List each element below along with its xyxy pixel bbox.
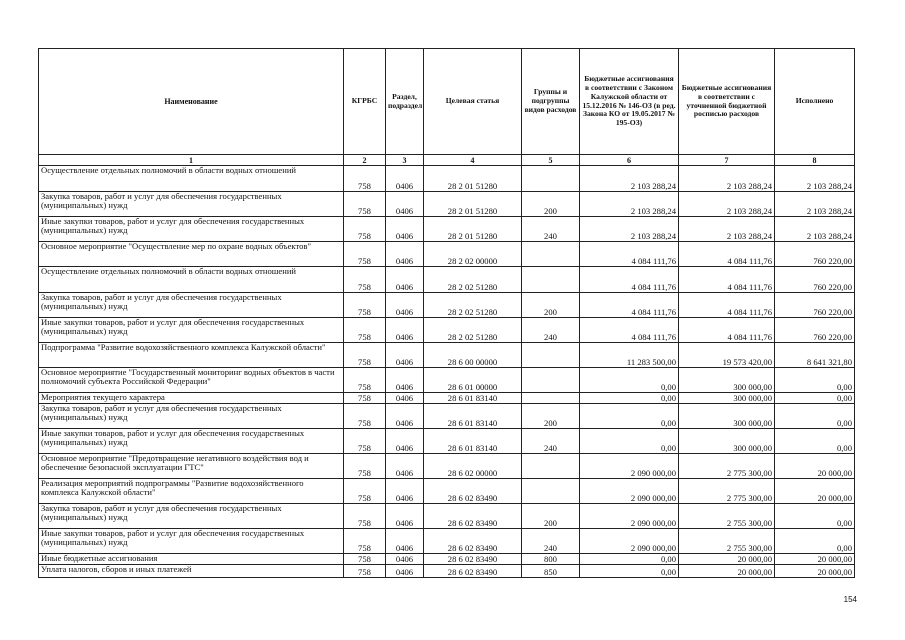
cell-executed: 20 000,00 — [775, 454, 855, 479]
cell-razdel: 0406 — [386, 318, 424, 343]
cell-name: Подпрограмма "Развитие водохозяйственного комплекса Калужской области" — [39, 343, 344, 368]
table-row — [39, 192, 855, 217]
cell-executed: 2 103 288,24 — [775, 166, 855, 192]
cell-executed: 8 641 321,80 — [775, 343, 855, 368]
cell-name: Основное мероприятие "Предотвращение негативного воздействия вод и обеспечение безопасной эксплуатации ГТС" — [39, 454, 344, 479]
cell-razdel: 0406 — [386, 429, 424, 454]
cell-expense-group: 240 — [522, 429, 580, 454]
cell-name: Осуществление отдельных полномочий в области водных отношений — [39, 267, 344, 293]
column-number: 4 — [424, 155, 522, 166]
table-row — [39, 454, 855, 479]
table-row — [39, 343, 855, 368]
cell-executed: 0,00 — [775, 504, 855, 529]
cell-specified-allocation: 20 000,00 — [679, 554, 775, 565]
table-row — [39, 368, 855, 393]
cell-kgrbs: 758 — [344, 529, 386, 554]
cell-kgrbs: 758 — [344, 166, 386, 192]
cell-razdel: 0406 — [386, 217, 424, 242]
cell-expense-group: 850 — [522, 565, 580, 578]
cell-kgrbs: 758 — [344, 242, 386, 267]
cell-executed: 0,00 — [775, 368, 855, 393]
cell-expense-group: 240 — [522, 217, 580, 242]
cell-specified-allocation: 2 775 300,00 — [679, 454, 775, 479]
cell-kgrbs: 758 — [344, 343, 386, 368]
cell-expense-group: 800 — [522, 554, 580, 565]
cell-specified-allocation: 4 084 111,76 — [679, 267, 775, 293]
cell-law-allocation: 2 103 288,24 — [580, 192, 679, 217]
cell-expense-group: 200 — [522, 504, 580, 529]
cell-law-allocation: 4 084 111,76 — [580, 267, 679, 293]
cell-target-article: 28 2 01 51280 — [424, 192, 522, 217]
cell-razdel: 0406 — [386, 393, 424, 404]
cell-kgrbs: 758 — [344, 368, 386, 393]
cell-target-article: 28 2 01 51280 — [424, 217, 522, 242]
cell-expense-group — [522, 242, 580, 267]
table-row — [39, 479, 855, 504]
table-row — [39, 529, 855, 554]
cell-razdel: 0406 — [386, 504, 424, 529]
cell-razdel: 0406 — [386, 192, 424, 217]
cell-name: Иные закупки товаров, работ и услуг для обеспечения государственных (муниципальных) нужд — [39, 318, 344, 343]
table-body — [39, 166, 855, 578]
cell-expense-group: 200 — [522, 192, 580, 217]
header-executed: Исполнено — [775, 49, 855, 155]
cell-name: Основное мероприятие "Государственный мониторинг водных объектов в части полномочий субъекта Российской Федерации" — [39, 368, 344, 393]
cell-name: Уплата налогов, сборов и иных платежей — [39, 565, 344, 578]
cell-specified-allocation: 2 755 300,00 — [679, 529, 775, 554]
cell-executed: 760 220,00 — [775, 242, 855, 267]
cell-executed: 0,00 — [775, 529, 855, 554]
cell-razdel: 0406 — [386, 267, 424, 293]
cell-specified-allocation: 2 775 300,00 — [679, 479, 775, 504]
cell-razdel: 0406 — [386, 554, 424, 565]
header-specified-allocation: Бюджетные ассигнования в соответствии с уточненной бюджетной росписью расходов — [679, 49, 775, 155]
cell-razdel: 0406 — [386, 404, 424, 429]
cell-expense-group — [522, 393, 580, 404]
cell-specified-allocation: 4 084 111,76 — [679, 293, 775, 318]
table-row — [39, 166, 855, 192]
cell-executed: 0,00 — [775, 393, 855, 404]
cell-target-article: 28 2 02 51280 — [424, 267, 522, 293]
cell-kgrbs: 758 — [344, 429, 386, 454]
budget-table — [38, 48, 855, 578]
column-number: 6 — [580, 155, 679, 166]
cell-name: Основное мероприятие "Осуществление мер по охране водных объектов" — [39, 242, 344, 267]
cell-specified-allocation: 300 000,00 — [679, 393, 775, 404]
table-header-row — [39, 49, 855, 155]
cell-name: Закупка товаров, работ и услуг для обеспечения государственных (муниципальных) нужд — [39, 404, 344, 429]
cell-razdel: 0406 — [386, 242, 424, 267]
column-number: 1 — [39, 155, 344, 166]
cell-kgrbs: 758 — [344, 404, 386, 429]
cell-kgrbs: 758 — [344, 454, 386, 479]
cell-kgrbs: 758 — [344, 565, 386, 578]
cell-law-allocation: 2 103 288,24 — [580, 166, 679, 192]
column-number: 7 — [679, 155, 775, 166]
cell-target-article: 28 6 02 00000 — [424, 454, 522, 479]
cell-executed: 20 000,00 — [775, 554, 855, 565]
cell-law-allocation: 0,00 — [580, 393, 679, 404]
cell-expense-group — [522, 166, 580, 192]
cell-kgrbs: 758 — [344, 267, 386, 293]
cell-kgrbs: 758 — [344, 554, 386, 565]
cell-executed: 0,00 — [775, 404, 855, 429]
cell-name: Закупка товаров, работ и услуг для обеспечения государственных (муниципальных) нужд — [39, 293, 344, 318]
cell-executed: 2 103 288,24 — [775, 192, 855, 217]
cell-razdel: 0406 — [386, 166, 424, 192]
cell-target-article: 28 6 02 83490 — [424, 554, 522, 565]
cell-expense-group: 240 — [522, 529, 580, 554]
cell-kgrbs: 758 — [344, 479, 386, 504]
cell-razdel: 0406 — [386, 293, 424, 318]
cell-law-allocation: 4 084 111,76 — [580, 242, 679, 267]
column-number: 8 — [775, 155, 855, 166]
cell-razdel: 0406 — [386, 529, 424, 554]
cell-target-article: 28 2 02 51280 — [424, 318, 522, 343]
cell-name: Реализация мероприятий подпрограммы "Развитие водохозяйственного комплекса Калужской области" — [39, 479, 344, 504]
table-row — [39, 318, 855, 343]
table-row — [39, 554, 855, 565]
cell-executed: 20 000,00 — [775, 565, 855, 578]
cell-kgrbs: 758 — [344, 293, 386, 318]
table-row — [39, 242, 855, 267]
cell-law-allocation: 2 090 000,00 — [580, 454, 679, 479]
cell-law-allocation: 0,00 — [580, 429, 679, 454]
cell-executed: 760 220,00 — [775, 318, 855, 343]
cell-expense-group: 200 — [522, 293, 580, 318]
column-number-row — [39, 155, 855, 166]
cell-target-article: 28 2 02 51280 — [424, 293, 522, 318]
cell-razdel: 0406 — [386, 343, 424, 368]
table-row — [39, 267, 855, 293]
cell-razdel: 0406 — [386, 368, 424, 393]
cell-law-allocation: 4 084 111,76 — [580, 293, 679, 318]
table-row — [39, 404, 855, 429]
header-name: Наименование — [39, 49, 344, 155]
header-razdel: Раздел, подраздел — [386, 49, 424, 155]
cell-law-allocation: 2 103 288,24 — [580, 217, 679, 242]
cell-law-allocation: 0,00 — [580, 368, 679, 393]
table-row — [39, 429, 855, 454]
page-number: 154 — [843, 595, 857, 604]
cell-target-article: 28 6 02 83490 — [424, 565, 522, 578]
cell-executed: 2 103 288,24 — [775, 217, 855, 242]
header-expense-group: Группы и подгруппы видов расходов — [522, 49, 580, 155]
cell-kgrbs: 758 — [344, 318, 386, 343]
cell-specified-allocation: 20 000,00 — [679, 565, 775, 578]
cell-target-article: 28 6 02 83490 — [424, 529, 522, 554]
column-number: 5 — [522, 155, 580, 166]
cell-target-article: 28 6 01 83140 — [424, 429, 522, 454]
table-row — [39, 504, 855, 529]
cell-name: Иные закупки товаров, работ и услуг для обеспечения государственных (муниципальных) нужд — [39, 429, 344, 454]
cell-specified-allocation: 19 573 420,00 — [679, 343, 775, 368]
cell-name: Мероприятия текущего характера — [39, 393, 344, 404]
cell-specified-allocation: 2 103 288,24 — [679, 192, 775, 217]
cell-kgrbs: 758 — [344, 393, 386, 404]
cell-executed: 20 000,00 — [775, 479, 855, 504]
cell-expense-group — [522, 368, 580, 393]
cell-law-allocation: 2 090 000,00 — [580, 504, 679, 529]
cell-target-article: 28 6 00 00000 — [424, 343, 522, 368]
cell-specified-allocation: 4 084 111,76 — [679, 242, 775, 267]
table-row — [39, 565, 855, 578]
cell-specified-allocation: 2 755 300,00 — [679, 504, 775, 529]
cell-target-article: 28 6 02 83490 — [424, 504, 522, 529]
cell-name: Закупка товаров, работ и услуг для обеспечения государственных (муниципальных) нужд — [39, 192, 344, 217]
cell-specified-allocation: 300 000,00 — [679, 368, 775, 393]
cell-target-article: 28 2 02 00000 — [424, 242, 522, 267]
cell-expense-group: 200 — [522, 404, 580, 429]
cell-law-allocation: 4 084 111,76 — [580, 318, 679, 343]
table-row — [39, 217, 855, 242]
cell-target-article: 28 2 01 51280 — [424, 166, 522, 192]
cell-razdel: 0406 — [386, 565, 424, 578]
cell-law-allocation: 0,00 — [580, 565, 679, 578]
cell-kgrbs: 758 — [344, 504, 386, 529]
cell-target-article: 28 6 01 83140 — [424, 404, 522, 429]
header-kgrbs: КГРБС — [344, 49, 386, 155]
header-law-allocation: Бюджетные ассигнования в соответствии с Законом Калужской области от 15.12.2016 № 146-ОЗ (в ред. Закона КО от 19.05.2017 № 195-ОЗ) — [580, 49, 679, 155]
cell-expense-group: 240 — [522, 318, 580, 343]
cell-specified-allocation: 300 000,00 — [679, 429, 775, 454]
cell-target-article: 28 6 01 83140 — [424, 393, 522, 404]
cell-name: Иные закупки товаров, работ и услуг для обеспечения государственных (муниципальных) нужд — [39, 529, 344, 554]
cell-target-article: 28 6 02 83490 — [424, 479, 522, 504]
column-number: 2 — [344, 155, 386, 166]
cell-target-article: 28 6 01 00000 — [424, 368, 522, 393]
cell-law-allocation: 11 283 500,00 — [580, 343, 679, 368]
cell-razdel: 0406 — [386, 454, 424, 479]
cell-specified-allocation: 2 103 288,24 — [679, 166, 775, 192]
table-row — [39, 293, 855, 318]
cell-specified-allocation: 4 084 111,76 — [679, 318, 775, 343]
cell-expense-group — [522, 343, 580, 368]
cell-executed: 760 220,00 — [775, 293, 855, 318]
cell-specified-allocation: 300 000,00 — [679, 404, 775, 429]
cell-name: Закупка товаров, работ и услуг для обеспечения государственных (муниципальных) нужд — [39, 504, 344, 529]
cell-executed: 0,00 — [775, 429, 855, 454]
cell-kgrbs: 758 — [344, 192, 386, 217]
cell-expense-group — [522, 267, 580, 293]
cell-law-allocation: 2 090 000,00 — [580, 529, 679, 554]
cell-expense-group — [522, 479, 580, 504]
cell-law-allocation: 0,00 — [580, 404, 679, 429]
cell-name: Иные закупки товаров, работ и услуг для обеспечения государственных (муниципальных) нужд — [39, 217, 344, 242]
cell-expense-group — [522, 454, 580, 479]
table-row — [39, 393, 855, 404]
cell-specified-allocation: 2 103 288,24 — [679, 217, 775, 242]
cell-law-allocation: 0,00 — [580, 554, 679, 565]
cell-law-allocation: 2 090 000,00 — [580, 479, 679, 504]
cell-name: Осуществление отдельных полномочий в области водных отношений — [39, 166, 344, 192]
cell-kgrbs: 758 — [344, 217, 386, 242]
cell-razdel: 0406 — [386, 479, 424, 504]
header-target-article: Целевая статья — [424, 49, 522, 155]
cell-name: Иные бюджетные ассигнования — [39, 554, 344, 565]
column-number: 3 — [386, 155, 424, 166]
cell-executed: 760 220,00 — [775, 267, 855, 293]
